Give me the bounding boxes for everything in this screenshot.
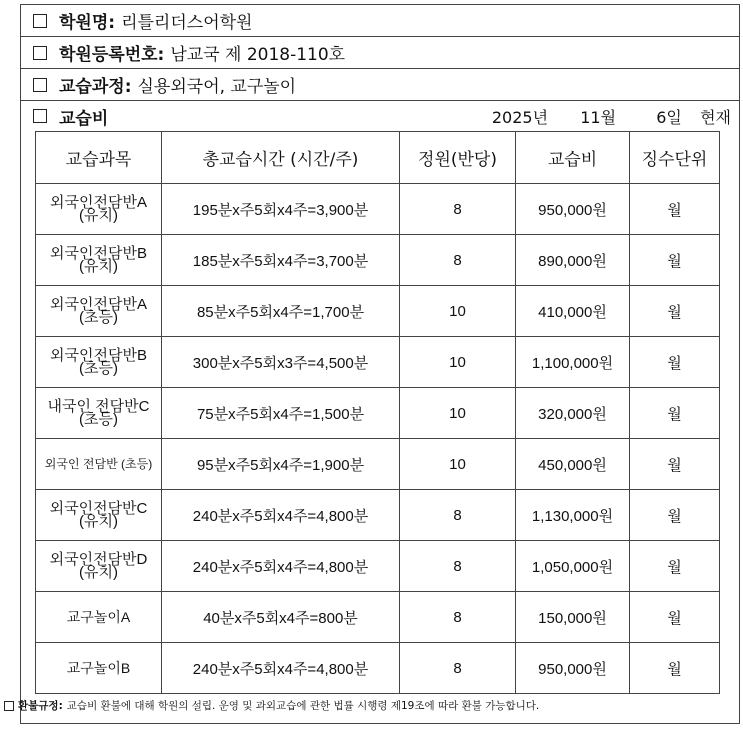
table-row (36, 337, 720, 388)
table-header-row (36, 132, 720, 184)
unit-cell: 월 (630, 592, 720, 643)
hours-cell: 185분x주5회x4주=3,700분 (162, 235, 400, 286)
capacity-cell: 8 (400, 184, 516, 235)
header-capacity: 정원(반당) (400, 132, 516, 184)
capacity-cell: 8 (400, 541, 516, 592)
hours-cell: 240분x주5회x4주=4,800분 (162, 490, 400, 541)
capacity-cell: 10 (400, 439, 516, 490)
checkbox-icon (33, 14, 47, 28)
capacity-cell: 8 (400, 592, 516, 643)
subject-cell (36, 184, 162, 235)
capacity-cell: 10 (400, 388, 516, 439)
date-suffix: 현재 (700, 108, 731, 127)
refund-policy-label: 환불규정: (18, 700, 63, 712)
registration-value: 남교국 제 2018-110호 (170, 45, 346, 65)
fee-table (35, 131, 720, 694)
header-unit: 징수단위 (630, 132, 720, 184)
subject-name: 내국인 전담반C (47, 398, 150, 415)
subject-cell (36, 439, 162, 490)
hours-cell: 195분x주5회x4주=3,900분 (162, 184, 400, 235)
fee-cell: 1,050,000원 (516, 541, 630, 592)
subject-level: (유치) (79, 564, 118, 581)
fee-cell: 410,000원 (516, 286, 630, 337)
checkbox-icon (33, 109, 47, 123)
fee-cell: 150,000원 (516, 592, 630, 643)
table-row (36, 286, 720, 337)
subject-level: (초등) (79, 309, 118, 326)
subject-cell (36, 388, 162, 439)
refund-policy (4, 698, 724, 713)
hours-cell: 240분x주5회x4주=4,800분 (162, 541, 400, 592)
checkbox-icon (33, 46, 47, 60)
unit-cell: 월 (630, 643, 720, 694)
course-row (21, 69, 739, 101)
subject-level: (유치) (79, 207, 118, 224)
fee-cell: 1,100,000원 (516, 337, 630, 388)
date-day: 6일 (656, 108, 682, 127)
course-value: 실용외국어, 교구놀이 (137, 77, 297, 97)
fee-notice-document (20, 4, 740, 724)
table-row (36, 235, 720, 286)
unit-cell: 월 (630, 388, 720, 439)
fee-cell: 320,000원 (516, 388, 630, 439)
table-row (36, 439, 720, 490)
as-of-date (492, 105, 731, 128)
header-subject: 교습과목 (36, 132, 162, 184)
subject-name: 외국인전담반B (50, 347, 147, 364)
subject-name: 외국인전담반D (49, 551, 148, 568)
table-row (36, 592, 720, 643)
hours-cell: 95분x주5회x4주=1,900분 (162, 439, 400, 490)
capacity-cell: 8 (400, 490, 516, 541)
subject-name: 외국인 전담반 (초등) (44, 456, 153, 471)
fee-cell: 450,000원 (516, 439, 630, 490)
fee-cell: 890,000원 (516, 235, 630, 286)
academy-name-label: 학원명: (59, 13, 116, 33)
header-fee: 교습비 (516, 132, 630, 184)
capacity-cell: 10 (400, 337, 516, 388)
table-row (36, 643, 720, 694)
unit-cell: 월 (630, 235, 720, 286)
checkbox-icon (33, 78, 47, 92)
subject-cell (36, 643, 162, 694)
registration-label: 학원등록번호: (59, 45, 165, 65)
refund-policy-text: 교습비 환불에 대해 학원의 설립. 운영 및 과외교습에 관한 법률 시행령 제19조에 따라 환불 가능합니다. (66, 700, 540, 712)
unit-cell: 월 (630, 439, 720, 490)
subject-name: 외국인전담반B (50, 245, 147, 262)
capacity-cell: 8 (400, 235, 516, 286)
unit-cell: 월 (630, 490, 720, 541)
subject-cell (36, 286, 162, 337)
capacity-cell: 8 (400, 643, 516, 694)
subject-cell (36, 235, 162, 286)
table-row (36, 388, 720, 439)
checkbox-icon (4, 701, 14, 711)
registration-row (21, 37, 739, 69)
hours-cell: 240분x주5회x4주=4,800분 (162, 643, 400, 694)
unit-cell: 월 (630, 541, 720, 592)
subject-level: (유치) (79, 513, 118, 530)
unit-cell: 월 (630, 184, 720, 235)
date-month: 11월 (580, 108, 617, 127)
subject-cell (36, 592, 162, 643)
date-year: 2025년 (491, 108, 549, 127)
fee-section-label: 교습비 (59, 108, 109, 129)
table-row (36, 490, 720, 541)
hours-cell: 300분x주5회x3주=4,500분 (162, 337, 400, 388)
subject-cell (36, 490, 162, 541)
hours-cell: 85분x주5회x4주=1,700분 (162, 286, 400, 337)
fee-cell: 950,000원 (516, 184, 630, 235)
subject-level: (유치) (79, 258, 118, 275)
header-hours: 총교습시간 (시간/주) (162, 132, 400, 184)
hours-cell: 75분x주5회x4주=1,500분 (162, 388, 400, 439)
subject-level: (초등) (79, 411, 118, 428)
capacity-cell: 10 (400, 286, 516, 337)
fee-section-row (21, 101, 739, 131)
hours-cell: 40분x주5회x4주=800분 (162, 592, 400, 643)
subject-name: 외국인전담반C (49, 500, 148, 517)
unit-cell: 월 (630, 337, 720, 388)
fee-cell: 1,130,000원 (516, 490, 630, 541)
table-row (36, 541, 720, 592)
subject-level: (초등) (79, 360, 118, 377)
academy-name-value: 리틀리더스어학원 (121, 13, 253, 33)
subject-name: 외국인전담반A (50, 194, 147, 211)
fee-cell: 950,000원 (516, 643, 630, 694)
subject-name: 교구놀이A (66, 608, 131, 625)
table-row (36, 184, 720, 235)
academy-name-row (21, 5, 739, 37)
unit-cell: 월 (630, 286, 720, 337)
course-label: 교습과정: (59, 77, 132, 97)
subject-cell (36, 337, 162, 388)
subject-name: 외국인전담반A (50, 296, 147, 313)
subject-name: 교구놀이B (66, 659, 131, 676)
subject-cell (36, 541, 162, 592)
